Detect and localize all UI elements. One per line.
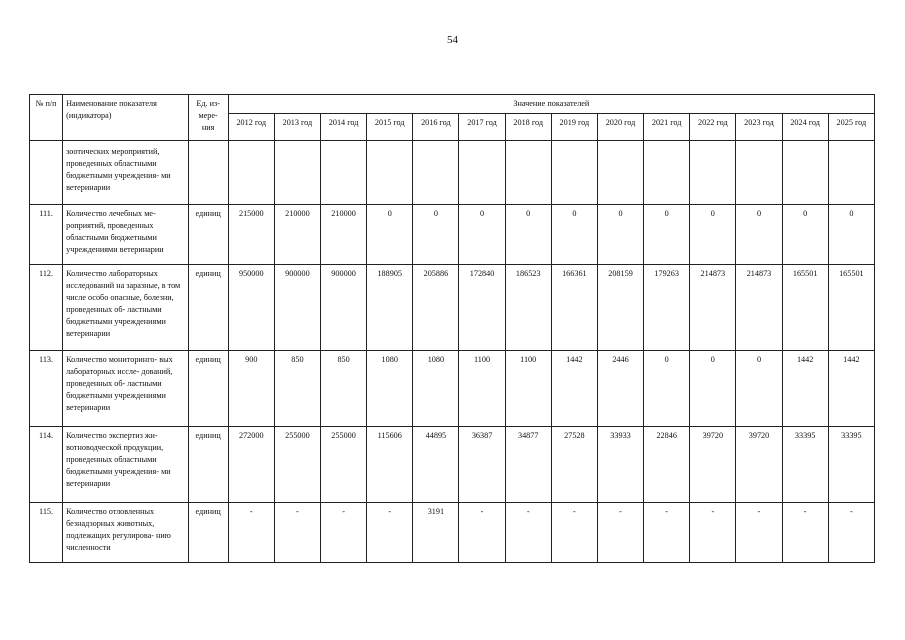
value-cell: - <box>644 503 690 563</box>
value-cell <box>736 141 782 205</box>
header-year: 2019 год <box>551 114 597 141</box>
value-cell: 172840 <box>459 265 505 351</box>
value-cell: 0 <box>505 205 551 265</box>
value-cell: 255000 <box>321 427 367 503</box>
value-cell: 1100 <box>459 351 505 427</box>
unit-cell: единиц <box>188 265 228 351</box>
header-name: Наименование показателя (индикатора) <box>63 95 188 141</box>
value-cell <box>505 141 551 205</box>
header-year: 2012 год <box>228 114 274 141</box>
table-row <box>30 265 875 351</box>
value-cell: 0 <box>828 205 874 265</box>
value-cell: 33933 <box>597 427 643 503</box>
value-cell: 215000 <box>228 205 274 265</box>
value-cell: 208159 <box>597 265 643 351</box>
unit-cell: единиц <box>188 503 228 563</box>
value-cell: - <box>690 503 736 563</box>
value-cell: - <box>228 503 274 563</box>
value-cell: 39720 <box>736 427 782 503</box>
value-cell: 1100 <box>505 351 551 427</box>
indicator-name: Количество экспертиз жи- вотноводческой продукции, проведенных областными бюджетными учреждения- ми ветеринарии <box>63 427 188 503</box>
value-cell: 1442 <box>551 351 597 427</box>
value-cell: 1080 <box>413 351 459 427</box>
value-cell: - <box>459 503 505 563</box>
header-year: 2013 год <box>274 114 320 141</box>
value-cell: 0 <box>736 205 782 265</box>
value-cell: 22846 <box>644 427 690 503</box>
header-unit: Ед. из- мере- ния <box>188 95 228 141</box>
value-cell <box>782 141 828 205</box>
value-cell: - <box>551 503 597 563</box>
value-cell: - <box>597 503 643 563</box>
value-cell: 0 <box>690 351 736 427</box>
row-number: 114. <box>30 427 63 503</box>
value-cell: 214873 <box>690 265 736 351</box>
table-row <box>30 427 875 503</box>
row-number: 112. <box>30 265 63 351</box>
value-cell <box>690 141 736 205</box>
value-cell: - <box>828 503 874 563</box>
value-cell: 850 <box>274 351 320 427</box>
value-cell: 900000 <box>274 265 320 351</box>
value-cell <box>597 141 643 205</box>
value-cell: 0 <box>644 351 690 427</box>
value-cell: 205886 <box>413 265 459 351</box>
row-number <box>30 141 63 205</box>
value-cell: 0 <box>736 351 782 427</box>
header-year: 2018 год <box>505 114 551 141</box>
value-cell: - <box>736 503 782 563</box>
value-cell <box>228 141 274 205</box>
header-values-title: Значение показателей <box>228 95 874 114</box>
value-cell: 1442 <box>782 351 828 427</box>
value-cell: 900 <box>228 351 274 427</box>
value-cell: 0 <box>644 205 690 265</box>
value-cell: 0 <box>597 205 643 265</box>
table-row <box>30 503 875 563</box>
header-year: 2025 год <box>828 114 874 141</box>
indicator-name: Количество мониторинго- вых лабораторных иссле- дований, проведенных об- ластными бюджетными учреждениями ветеринарии <box>63 351 188 427</box>
value-cell: 0 <box>782 205 828 265</box>
value-cell <box>644 141 690 205</box>
value-cell: 36387 <box>459 427 505 503</box>
indicator-name: Количество лабораторных исследований на заразные, в том числе особо опасные, болезни, проведенных об- ластными бюджетными учреждениями ветеринарии <box>63 265 188 351</box>
unit-cell: единиц <box>188 427 228 503</box>
table-row <box>30 141 875 205</box>
value-cell: 1442 <box>828 351 874 427</box>
unit-cell: единиц <box>188 351 228 427</box>
value-cell: 0 <box>459 205 505 265</box>
row-number: 111. <box>30 205 63 265</box>
value-cell: 210000 <box>321 205 367 265</box>
table-row <box>30 351 875 427</box>
header-year: 2024 год <box>782 114 828 141</box>
value-cell <box>551 141 597 205</box>
value-cell: 0 <box>551 205 597 265</box>
value-cell: - <box>505 503 551 563</box>
value-cell <box>459 141 505 205</box>
value-cell <box>321 141 367 205</box>
row-number: 113. <box>30 351 63 427</box>
value-cell: 166361 <box>551 265 597 351</box>
value-cell: 165501 <box>828 265 874 351</box>
value-cell: 33395 <box>828 427 874 503</box>
header-year: 2014 год <box>321 114 367 141</box>
value-cell: 27528 <box>551 427 597 503</box>
value-cell: - <box>274 503 320 563</box>
value-cell: 1080 <box>367 351 413 427</box>
header-year: 2020 год <box>597 114 643 141</box>
indicators-table <box>29 94 875 563</box>
value-cell: 900000 <box>321 265 367 351</box>
value-cell: 3191 <box>413 503 459 563</box>
value-cell: 2446 <box>597 351 643 427</box>
row-number: 115. <box>30 503 63 563</box>
unit-cell: единиц <box>188 205 228 265</box>
value-cell: 44895 <box>413 427 459 503</box>
value-cell: - <box>321 503 367 563</box>
value-cell: 33395 <box>782 427 828 503</box>
header-num: № п/п <box>30 95 63 141</box>
value-cell: 115606 <box>367 427 413 503</box>
value-cell: 39720 <box>690 427 736 503</box>
value-cell <box>367 141 413 205</box>
value-cell: 272000 <box>228 427 274 503</box>
header-year: 2022 год <box>690 114 736 141</box>
value-cell: 214873 <box>736 265 782 351</box>
page-number: 54 <box>447 34 458 46</box>
value-cell: 188905 <box>367 265 413 351</box>
value-cell: - <box>367 503 413 563</box>
value-cell: 165501 <box>782 265 828 351</box>
value-cell: 186523 <box>505 265 551 351</box>
value-cell <box>828 141 874 205</box>
header-year: 2017 год <box>459 114 505 141</box>
value-cell <box>413 141 459 205</box>
table-row <box>30 205 875 265</box>
value-cell: 850 <box>321 351 367 427</box>
indicator-name: зоотических мероприятий, проведенных областными бюджетными учреждения- ми ветеринарии <box>63 141 188 205</box>
value-cell: - <box>782 503 828 563</box>
unit-cell <box>188 141 228 205</box>
value-cell: 0 <box>690 205 736 265</box>
value-cell: 0 <box>413 205 459 265</box>
header-year: 2016 год <box>413 114 459 141</box>
value-cell <box>274 141 320 205</box>
value-cell: 255000 <box>274 427 320 503</box>
value-cell: 179263 <box>644 265 690 351</box>
header-year: 2023 год <box>736 114 782 141</box>
indicator-name: Количество отловленных безнадзорных животных, подлежащих регулирова- нию численности <box>63 503 188 563</box>
value-cell: 950000 <box>228 265 274 351</box>
indicator-name: Количество лечебных ме- роприятий, проведенных областными бюджетными учреждениями ветеринарии <box>63 205 188 265</box>
value-cell: 34877 <box>505 427 551 503</box>
header-year: 2015 год <box>367 114 413 141</box>
value-cell: 210000 <box>274 205 320 265</box>
value-cell: 0 <box>367 205 413 265</box>
table-body <box>30 141 875 563</box>
header-year: 2021 год <box>644 114 690 141</box>
